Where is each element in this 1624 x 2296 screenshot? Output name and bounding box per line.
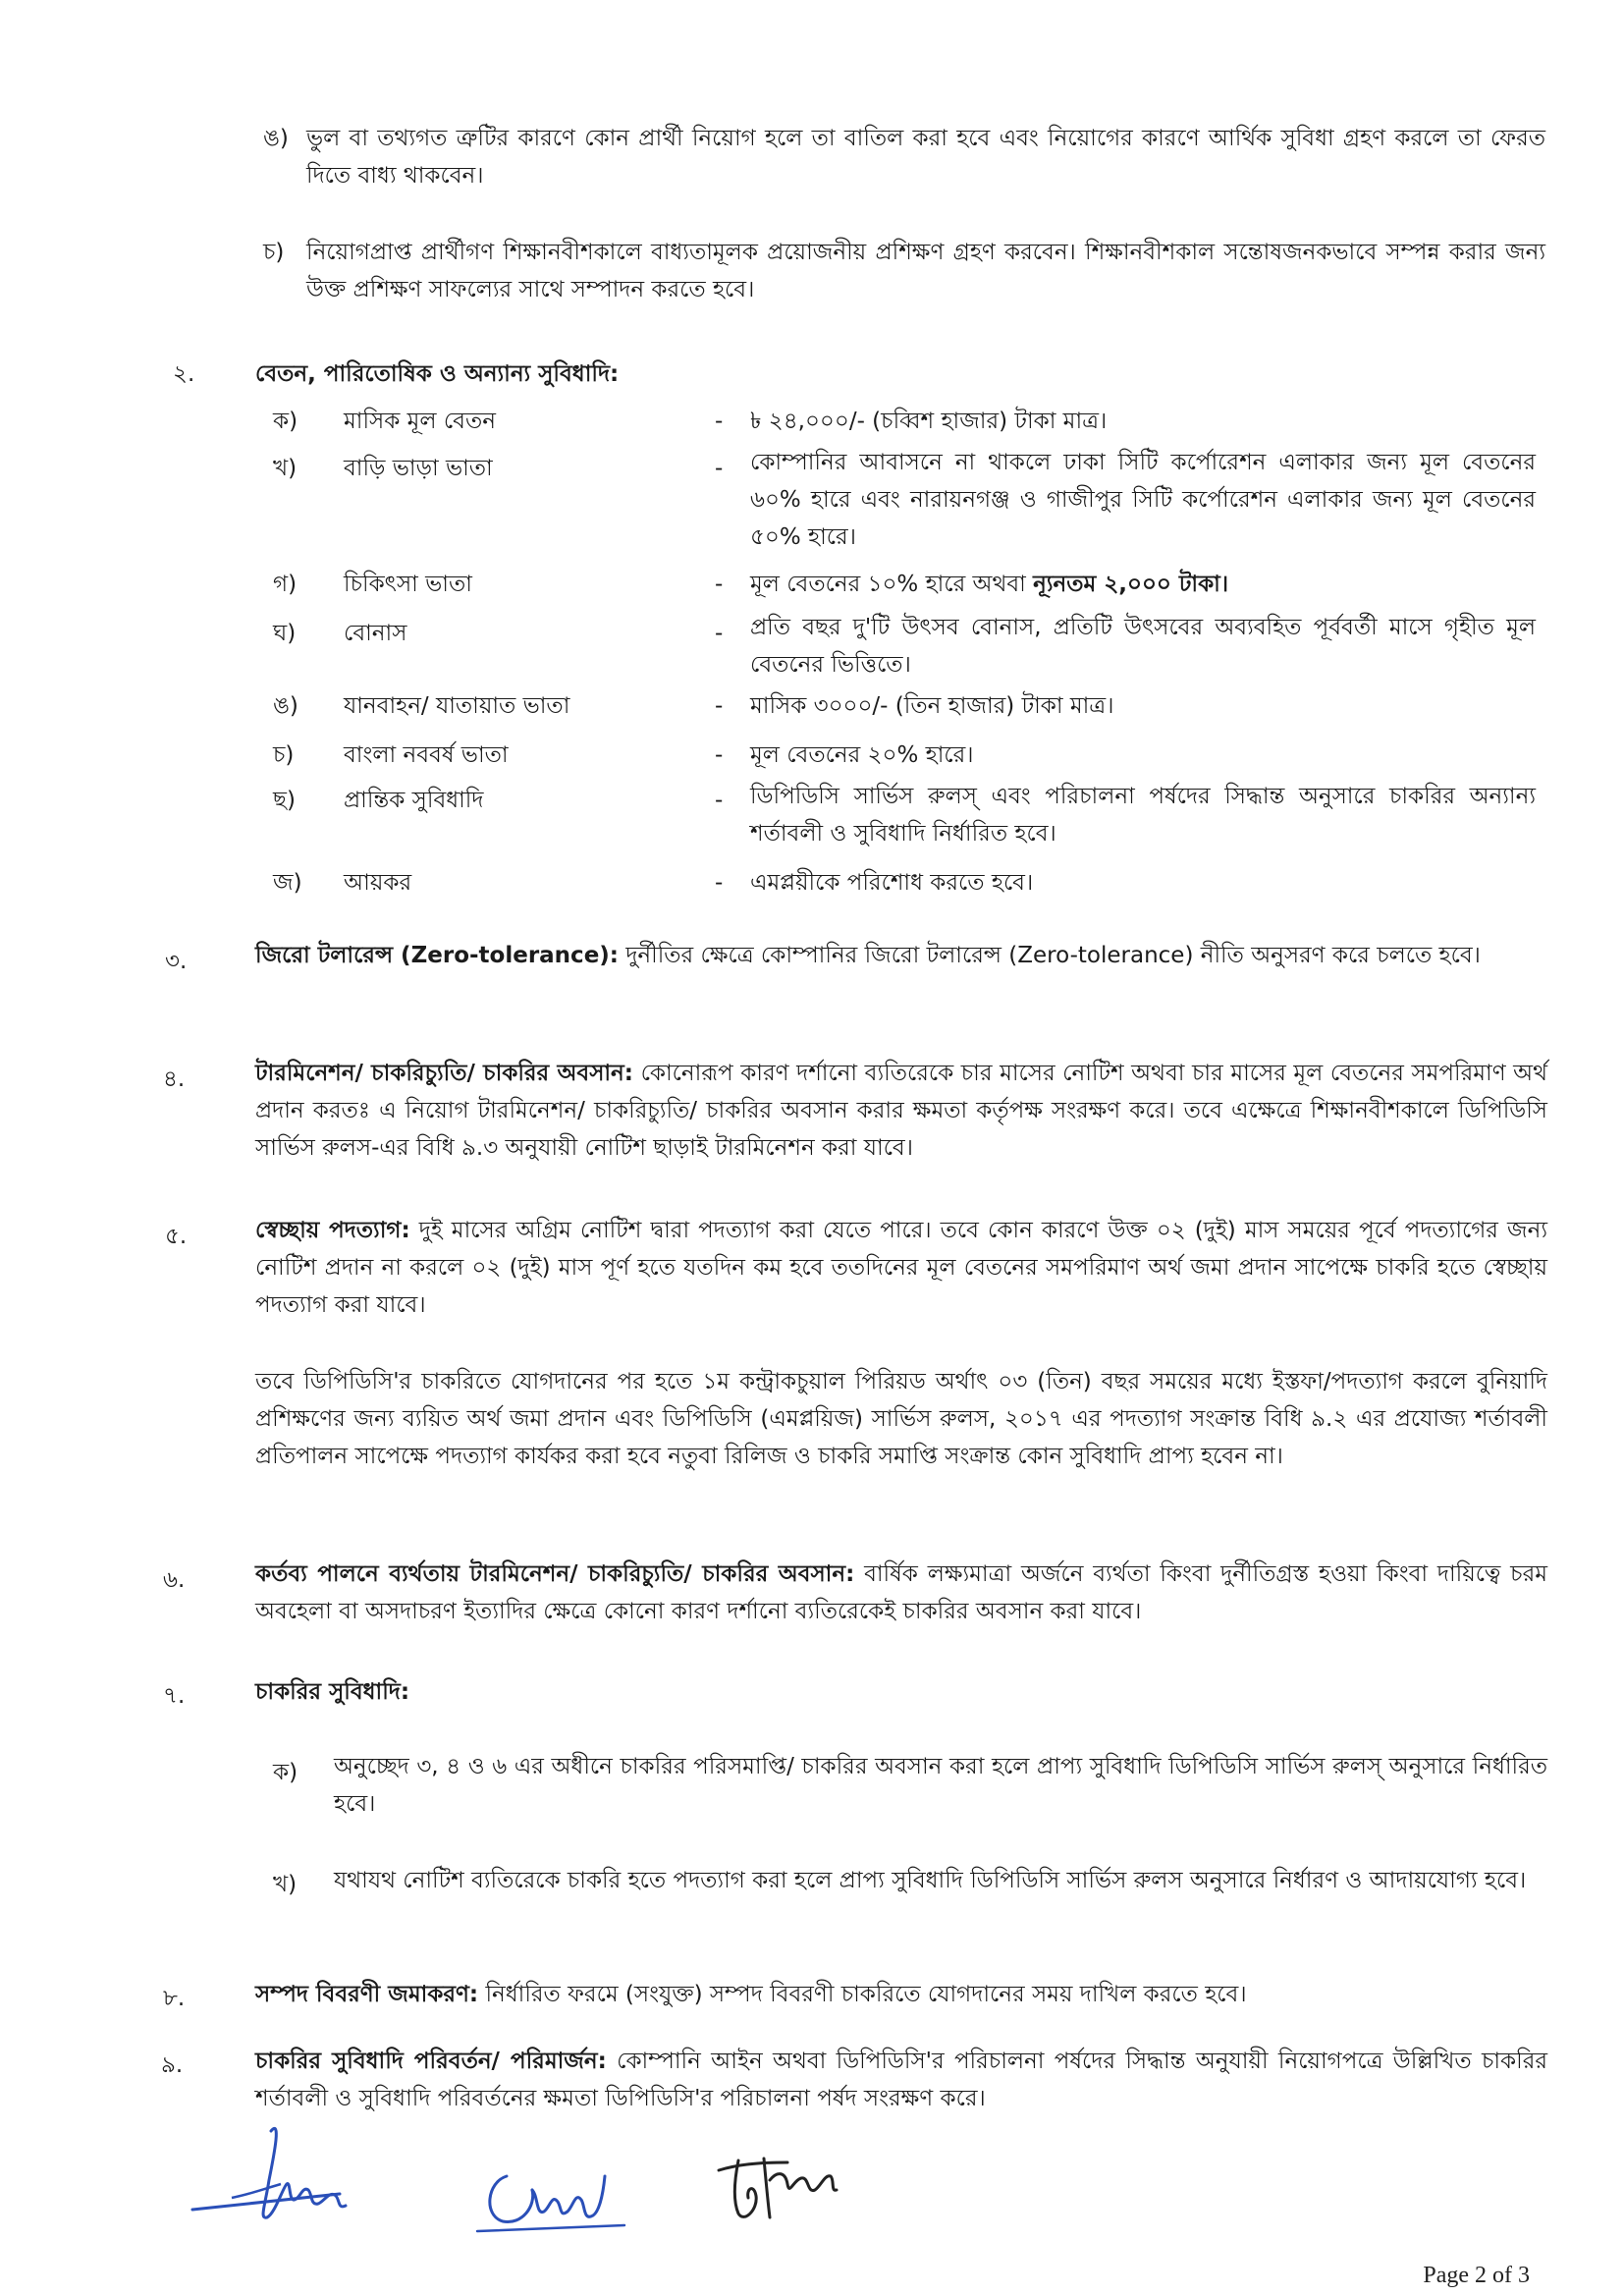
page-number: Page 2 of 3 <box>1423 2263 1530 2288</box>
s2-item-value: ডিপিডিসি সার্ভিস রুলস্ এবং পরিচালনা পর্ষদের সিদ্ধান্ত অনুসারে চাকরির অন্যান্য শর্তাবলী ও সুবিধাদি নির্ধারিত হবে। <box>750 784 1536 847</box>
s7-item-marker: খ) <box>273 1872 298 1897</box>
s5-paragraph-2: তবে ডিপিডিসি'র চাকরিতে যোগদানের পর হতে ১ম কন্ট্রাকচুয়াল পিরিয়ড অর্থাৎ ০৩ (তিন) বছর সময়ের মধ্যে ইস্তফা/পদত্যাগ করলে বুনিয়াদি প্রশিক্ষণের জন্য ব্যয়িত অর্থ জমা প্রদান এবং ডিপিডিসি (এমপ্লয়িজ) সার্ভিস রুলস, ২০১৭ এর পদত্যাগ সংক্রান্ত বিধি ৯.২ এর প্রযোজ্য শর্তাবলী প্রতিপালন সাপেক্ষে পদত্যাগ কার্যকর করা হবে নতুবা রিলিজ ও চাকরি সমাপ্তি সংক্রান্ত কোন সুবিধাদি প্রাপ্য হবেন না। <box>255 1369 1547 1469</box>
s5-text: দুই মাসের অগ্রিম নোটিশ দ্বারা পদত্যাগ করা যেতে পারে। তবে কোন কারণে উক্ত ০২ (দুই) মাস সময়ের পূর্বে পদত্যাগের জন্য নোটিশ প্রদান না করলে ০২ (দুই) মাস পূর্ণ হতে যতদিন কম হবে ততদিনের মূল বেতনের সমপরিমাণ অর্থ জমা প্রদান সাপেক্ষে চাকরি হতে স্বেচ্ছায় পদত্যাগ করা যাবে। <box>255 1218 1547 1318</box>
s2-item-marker: গ) <box>273 572 298 597</box>
s2-item-marker: খ) <box>273 456 298 481</box>
s4-title: টারমিনেশন/ চাকরিচ্যুতি/ চাকরির অবসান: <box>255 1061 633 1086</box>
s2-item-value: মূল বেতনের ২০% হারে। <box>750 742 974 768</box>
s3-title: জিরো টলারেন্স (Zero-tolerance): <box>255 943 619 968</box>
s2-item-label: বাড়ি ভাড়া ভাতা <box>344 456 493 481</box>
signature-1 <box>173 2111 359 2239</box>
s6-body <box>255 1556 1547 1630</box>
s3-body <box>255 937 1547 974</box>
s2-number: ২. <box>173 361 195 387</box>
s7-item-text: অনুচ্ছেদ ৩, ৪ ও ৬ এর অধীনে চাকরির পরিসমাপ্তি/ চাকরির অবসান করা হলে প্রাপ্য সুবিধাদি ডিপিডিসি সার্ভিস রুলস্ অনুসারে নির্ধারিত হবে। <box>334 1754 1547 1817</box>
s2-item-marker: ছ) <box>273 788 296 813</box>
s4-number: ৪. <box>163 1066 186 1092</box>
s2-item-value: ৳ ২৪,০০০/- (চব্বিশ হাজার) টাকা মাত্র। <box>750 409 1108 434</box>
s9-text: কোম্পানি আইন অথবা ডিপিডিসি'র পরিচালনা পর্ষদের সিদ্ধান্ত অনুযায়ী নিয়োগপত্রে উল্লিখিত চাকরির শর্তাবলী ও সুবিধাদি পরিবর্তনের ক্ষমতা ডিপিডিসি'র পরিচালনা পর্ষদ সংরক্ষণ করে। <box>255 2049 1548 2111</box>
s6-number: ৬. <box>163 1567 186 1593</box>
intro-gha-marker: ঙ) <box>263 126 289 151</box>
s5-number: ৫. <box>165 1224 188 1249</box>
s2-dash: - <box>715 788 724 813</box>
s7-number: ৭. <box>163 1683 186 1709</box>
s3-text: দুর্নীতির ক্ষেত্রে কোম্পানির জিরো টলারেন্স (Zero-tolerance) নীতি অনুসরণ করে চলতে হবে। <box>625 943 1481 968</box>
s8-text: নির্ধারিত ফরমে (সংযুক্ত) সম্পদ বিবরণী চাকরিতে যোগদানের সময় দাখিল করতে হবে। <box>485 1982 1247 2007</box>
s2-dash: - <box>715 742 724 768</box>
s2-dash: - <box>715 409 724 434</box>
s2-item-label: প্রান্তিক সুবিধাদি <box>344 788 484 813</box>
s2-dash: - <box>715 621 724 646</box>
s2-item-value: এমপ্লয়ীকে পরিশোধ করতে হবে। <box>750 870 1034 896</box>
s2-title: বেতন, পারিতোষিক ও অন্যান্য সুবিধাদি: <box>255 361 620 387</box>
s9-title: চাকরির সুবিধাদি পরিবর্তন/ পরিমার্জন: <box>255 2049 607 2074</box>
s8-number: ৮. <box>163 1986 186 2011</box>
s2-item-value-text: মূল বেতনের ১০% হারে অথবা <box>750 572 1026 597</box>
intro-gha-text: ভুল বা তথ্যগত ত্রুটির কারণে কোন প্রার্থী নিয়োগ হলে তা বাতিল করা হবে এবং নিয়োগের কারণে আর্থিক সুবিধা গ্রহণ করলে তা ফেরত দিতে বাধ্য থাকবেন। <box>306 126 1545 189</box>
s2-item-label: যানবাহন/ যাতায়াত ভাতা <box>344 693 570 719</box>
s7-item-marker: ক) <box>273 1760 298 1785</box>
s2-item-marker: জ) <box>273 870 302 896</box>
s2-item-label: বাংলা নববর্ষ ভাতা <box>344 742 509 768</box>
s2-item-marker: ঘ) <box>273 621 297 646</box>
s2-item-label: আয়কর <box>344 870 412 896</box>
s9-number: ৯. <box>161 2052 184 2078</box>
s9-body <box>255 2043 1547 2117</box>
s2-item-label: মাসিক মূল বেতন <box>344 409 496 434</box>
s2-item-value: মাসিক ৩০০০/- (তিন হাজার) টাকা মাত্র। <box>750 693 1114 719</box>
s2-item-value: প্রতি বছর দু'টি উৎসব বোনাস, প্রতিটি উৎসবের অব্যবহিত পূর্ববর্তী মাসে গৃহীত মূল বেতনের ভিত্তিতে। <box>750 615 1536 678</box>
s2-item-label: চিকিৎসা ভাতা <box>344 572 472 597</box>
s2-item-label: বোনাস <box>344 621 407 646</box>
s3-number: ৩. <box>165 949 188 974</box>
signature-2 <box>467 2147 634 2245</box>
s2-item-marker: ঙ) <box>273 693 298 719</box>
s2-dash: - <box>715 870 724 896</box>
s7-item-text: যথাযথ নোটিশ ব্যতিরেকে চাকরি হতে পদত্যাগ করা হলে প্রাপ্য সুবিধাদি ডিপিডিসি সার্ভিস রুলস অনুসারে নির্ধারণ ও আদায়যোগ্য হবে। <box>334 1868 1527 1893</box>
s2-item-value: কোম্পানির আবাসনে না থাকলে ঢাকা সিটি কর্পোরেশন এলাকার জন্য মূল বেতনের ৬০% হারে এবং নারায়নগঞ্জ ও গাজীপুর সিটি কর্পোরেশন এলাকার জন্য মূল বেতনের ৫০% হারে। <box>750 450 1536 550</box>
s7-title: চাকরির সুবিধাদি: <box>255 1679 410 1705</box>
s2-item-value <box>750 566 1536 603</box>
s8-body <box>255 1976 1547 2013</box>
s4-body <box>255 1055 1547 1167</box>
s2-item-value-bold: ন্যূনতম ২,০০০ টাকা। <box>1033 572 1229 597</box>
s8-title: সম্পদ বিবরণী জমাকরণ: <box>255 1982 479 2007</box>
s2-dash: - <box>715 456 724 481</box>
s6-title: কর্তব্য পালনে ব্যর্থতায় টারমিনেশন/ চাকরিচ্যুতি/ চাকরির অবসান: <box>255 1561 855 1587</box>
s5-body <box>255 1212 1547 1324</box>
s5-title: স্বেচ্ছায় পদত্যাগ: <box>255 1218 410 1243</box>
s2-item-marker: চ) <box>273 742 295 768</box>
signature-3 <box>699 2141 846 2229</box>
s2-item-marker: ক) <box>273 409 298 434</box>
s6-text: বার্ষিক লক্ষ্যমাত্রা অর্জনে ব্যর্থতা কিংবা দুর্নীতিগ্রস্ত হওয়া কিংবা দায়িত্বে চরম অবহেলা বা অসদাচরণ ইত্যাদির ক্ষেত্রে কোনো কারণ দর্শানো ব্যতিরেকেই চাকরির অবসান করা যাবে। <box>255 1561 1547 1624</box>
s2-dash: - <box>715 693 724 719</box>
intro-cha-marker: চ) <box>263 240 285 265</box>
intro-cha-text: নিয়োগপ্রাপ্ত প্রার্থীগণ শিক্ষানবীশকালে বাধ্যতামূলক প্রয়োজনীয় প্রশিক্ষণ গ্রহণ করবেন। শিক্ষানবীশকাল সন্তোষজনকভাবে সম্পন্ন করার জন্য উক্ত প্রশিক্ষণ সাফল্যের সাথে সম্পাদন করতে হবে। <box>306 240 1545 302</box>
s4-text: কোনোরূপ কারণ দর্শানো ব্যতিরেকে চার মাসের নোটিশ অথবা চার মাসের মূল বেতনের সমপরিমাণ অর্থ প্রদান করতঃ এ নিয়োগ টারমিনেশন/ চাকরিচ্যুতি/ চাকরির অবসান করার ক্ষমতা কর্তৃপক্ষ সংরক্ষণ করে। তবে এক্ষেত্রে শিক্ষানবীশকালে ডিপিডিসি সার্ভিস রুলস-এর বিধি ৯.৩ অনুযায়ী নোটিশ ছাড়াই টারমিনেশন করা যাবে। <box>255 1061 1548 1161</box>
s2-dash: - <box>715 572 724 597</box>
